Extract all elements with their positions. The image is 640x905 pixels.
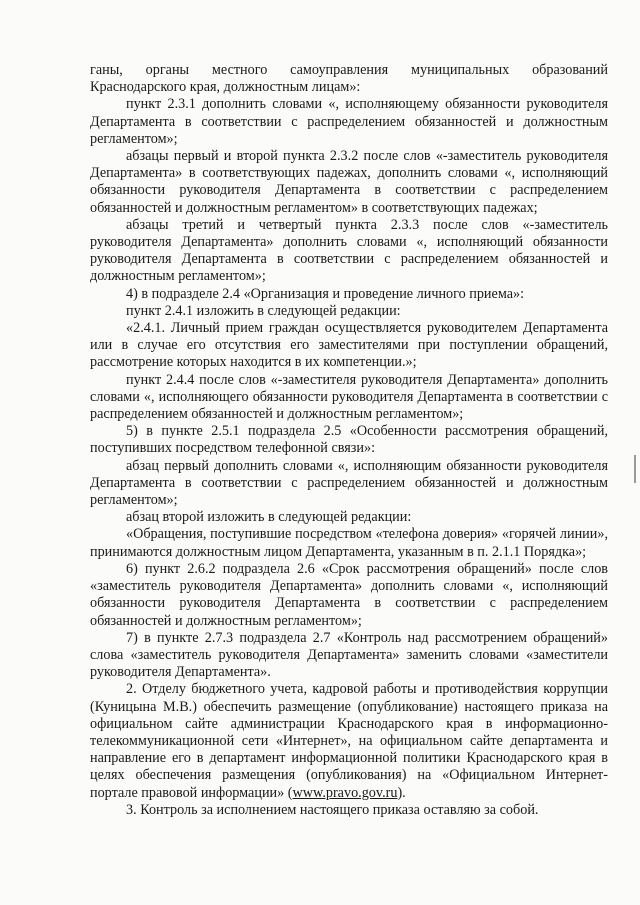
paragraph-15-tail: ). — [397, 784, 406, 801]
paragraph-16: 3. Контроль за исполнением настоящего приказа оставляю за собой. — [126, 801, 539, 818]
paragraph-1: ганы, органы местного самоуправления муниципальных образований Краснодарского края, должностным лицам»: — [90, 62, 608, 96]
paragraph-11: абзац второй изложить в следующей редакции: — [126, 509, 412, 526]
paragraph-3: абзацы первый и второй пункта 2.3.2 после слов «-заместитель руководителя Департамента» в соответствующих падежах, дополнить словами «, исполняющий обязанности руководителя Департамента в соответствии с распределением обязанностей и должностным регламентом» в соответствующих падежах; — [90, 148, 608, 216]
paragraph-15 — [90, 681, 608, 801]
paragraph-9: 5) в пункте 2.5.1 подраздела 2.5 «Особенности рассмотрения обращений, поступивших посредством телефонной связи»: — [90, 423, 608, 457]
document-page — [90, 62, 608, 819]
paragraph-2: пункт 2.3.1 дополнить словами «, исполняющему обязанности руководителя Департамента в соответствии с распределением обязанностей и должностным регламентом»; — [90, 96, 608, 147]
paragraph-8: пункт 2.4.4 после слов «-заместителя руководителя Департамента» дополнить словами «, исполняющего обязанности руководителя Департамента в соответствии с распределением обязанностей и должностным регламентом»; — [90, 371, 608, 423]
paragraph-10: абзац первый дополнить словами «, исполняющим обязанности руководителя Департамента в соответствии с распределением обязанностей и должностным регламентом»; — [90, 457, 608, 509]
paragraph-6: пункт 2.4.1 изложить в следующей редакции: — [126, 302, 401, 319]
paragraph-5: 4) в подразделе 2.4 «Организация и проведение личного приема»: — [126, 285, 525, 302]
pravo-link[interactable]: www.pravo.gov.ru — [292, 784, 398, 801]
paragraph-14: 7) в пункте 2.7.3 подраздела 2.7 «Контроль над рассмотрением обращений» слова «заместитель руководителя Департамента» заменить словами «заместители руководителя Департамента». — [90, 629, 608, 681]
paragraph-13: 6) пункт 2.6.2 подраздела 2.6 «Срок рассмотрения обращений» после слов «заместитель руководителя Департамента» дополнить словами «, исполняющий обязанности руководителя Департамента в соответствии с распределением обязанностей и должностным регламентом»; — [90, 560, 608, 629]
scan-speck — [634, 455, 636, 483]
paragraph-12: «Обращения, поступившие посредством «телефона доверия» «горячей линии», принимаются должностным лицом Департамента, указанным в п. 2.1.1 Порядка»; — [90, 526, 608, 560]
paragraph-15-text: 2. Отделу бюджетного учета, кадровой работы и противодействия коррупции (Куницына М.В.) обеспечить размещение (опубликование) настоящего приказа на официальном сайте администрации Краснодарского края в информационно-телекоммуникационной сети «Интернет», на официальном сайте департамента и направление его в департамент информационной политики Краснодарского края в целях обеспечения размещения (опубликования) на «Официальном Интернет-портале правовой информации» ( — [90, 681, 608, 801]
paragraph-7: «2.4.1. Личный прием граждан осуществляется руководителем Департамента или в случае его отсутствия его заместителями при поступлении обращений, рассмотрение которых находится в их компетенции.»; — [90, 320, 608, 371]
paragraph-4: абзацы третий и четвертый пункта 2.3.3 после слов «-заместитель руководителя Департамента» дополнить словами «, исполняющий обязанности руководителя Департамента в соответствии с распределением обязанностей и должностным регламентом»; — [90, 216, 608, 285]
